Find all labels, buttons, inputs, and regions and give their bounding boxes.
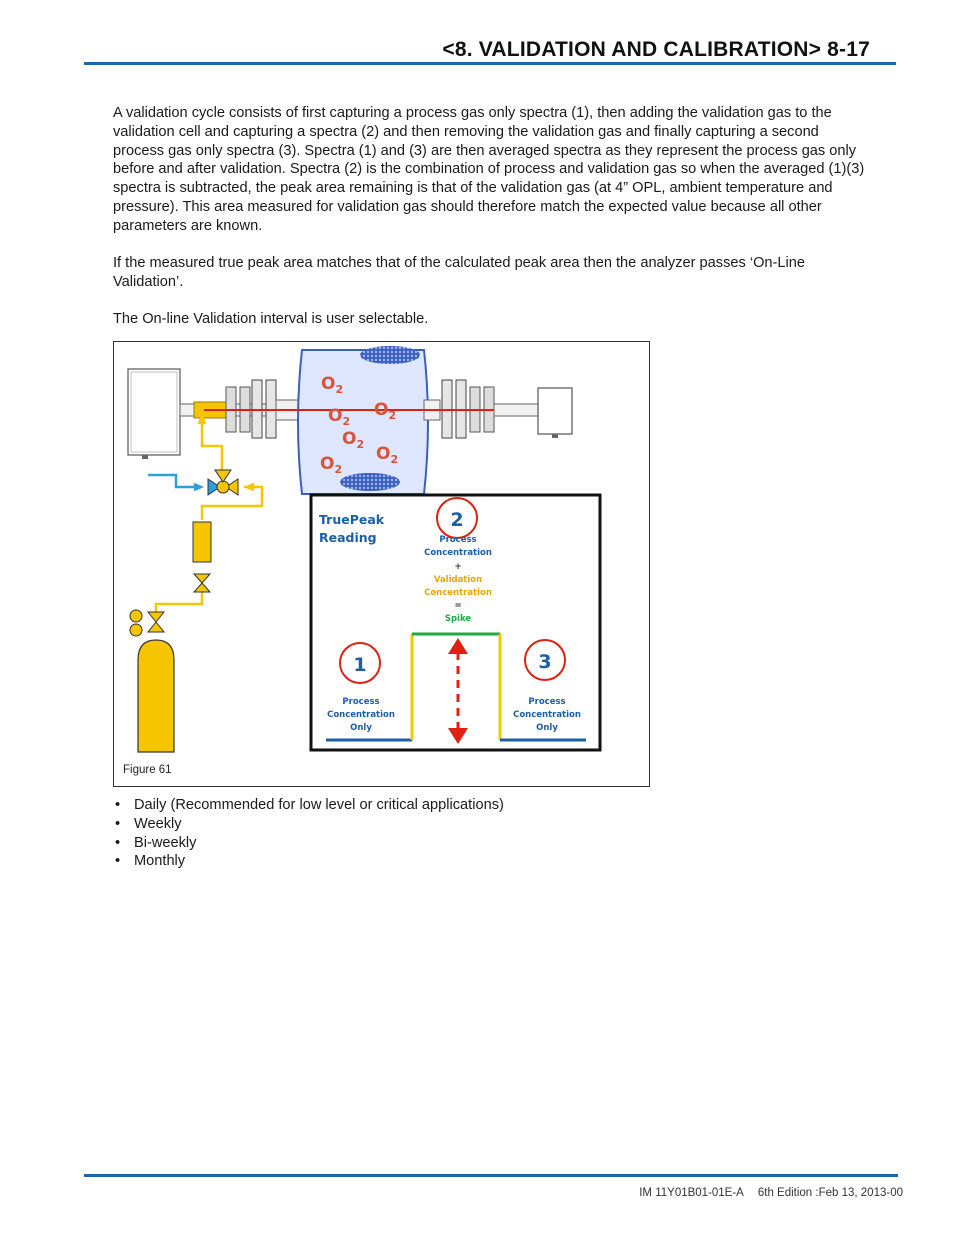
step-2-line3: Validation bbox=[433, 575, 483, 585]
step-1-number: 1 bbox=[353, 654, 367, 676]
validation-gas-cylinder bbox=[130, 610, 174, 752]
list-item: • Weekly bbox=[113, 815, 504, 834]
o2-molecule: $O_2$ bbox=[342, 429, 365, 451]
step-1-line1: Process bbox=[342, 697, 380, 707]
step-1-line2: Concentration bbox=[327, 710, 395, 720]
paragraph-validation-cycle: A validation cycle consists of first capturing a process gas only spectra (1), then adding the validation gas to the validation cell and capturing a spectra (2) and then removing the validation gas and finally capturing a second process gas only spectra (3). Spectra (1) and (3) are then averaged spectra as they represent the process gas only before and after validation. Spectra (2) is the combination of process and validation gas so when the averaged (1)(3) spectra is subtracted, the peak area remaining is that of the validation gas (at 4” OPL, ambient temperature and pressure). This area measured for validation gas should therefore match the expected value because all other parameters are known. bbox=[113, 105, 865, 234]
paragraph-interval: The On-line Validation interval is user selectable. bbox=[113, 311, 429, 327]
list-item: • Bi-weekly bbox=[113, 834, 504, 853]
o2-molecule: $O_2$ bbox=[374, 400, 397, 422]
receiver-unit bbox=[538, 388, 572, 438]
footer-rule bbox=[84, 1174, 898, 1177]
o2-molecule: $O_2$ bbox=[321, 374, 344, 396]
edition-info: 6th Edition :Feb 13, 2013-00 bbox=[757, 1187, 903, 1199]
figure-caption: Figure 61 bbox=[123, 764, 172, 776]
step-3-line1: Process bbox=[528, 697, 566, 707]
o2-molecule: $O_2$ bbox=[376, 444, 399, 466]
header-rule bbox=[84, 62, 896, 65]
paragraph-online-validation: If the measured true peak area matches that of the calculated peak area then the analyzer passes ‘On-Line Validation’. bbox=[113, 255, 805, 290]
reading-label: Reading bbox=[319, 530, 377, 545]
step-3-number: 3 bbox=[538, 651, 552, 673]
figure-61 bbox=[113, 341, 650, 787]
truepeak-label: TruePeak bbox=[319, 512, 385, 527]
o2-molecule: $O_2$ bbox=[320, 454, 343, 476]
three-way-valve bbox=[208, 470, 238, 495]
doc-id: IM 11Y01B01-01E-A bbox=[639, 1187, 744, 1199]
step-2-number: 2 bbox=[450, 509, 464, 531]
transmitter-unit bbox=[128, 369, 180, 459]
list-item: • Monthly bbox=[113, 852, 504, 871]
o2-molecule: $O_2$ bbox=[328, 406, 351, 428]
step-2-line5: Spike bbox=[444, 614, 472, 624]
step-3-line3: Only bbox=[536, 723, 558, 733]
step-2-line4: Concentration bbox=[424, 588, 492, 598]
step-2-line1: Process bbox=[439, 535, 477, 545]
footer bbox=[639, 1187, 903, 1199]
step-2-equals: = bbox=[454, 601, 462, 611]
gas-filter bbox=[193, 522, 211, 592]
page-title: <8. VALIDATION AND CALIBRATION> 8-17 bbox=[442, 38, 870, 61]
process-vessel bbox=[298, 346, 428, 494]
list-item: • Daily (Recommended for low level or critical applications) bbox=[113, 796, 504, 815]
step-3-line2: Concentration bbox=[513, 710, 581, 720]
step-2-plus: + bbox=[454, 562, 462, 572]
step-1-line3: Only bbox=[350, 723, 372, 733]
interval-options-list bbox=[113, 796, 504, 871]
step-2-line2: Concentration bbox=[424, 548, 492, 558]
truepeak-panel bbox=[311, 495, 600, 750]
validation-diagram bbox=[114, 342, 651, 788]
